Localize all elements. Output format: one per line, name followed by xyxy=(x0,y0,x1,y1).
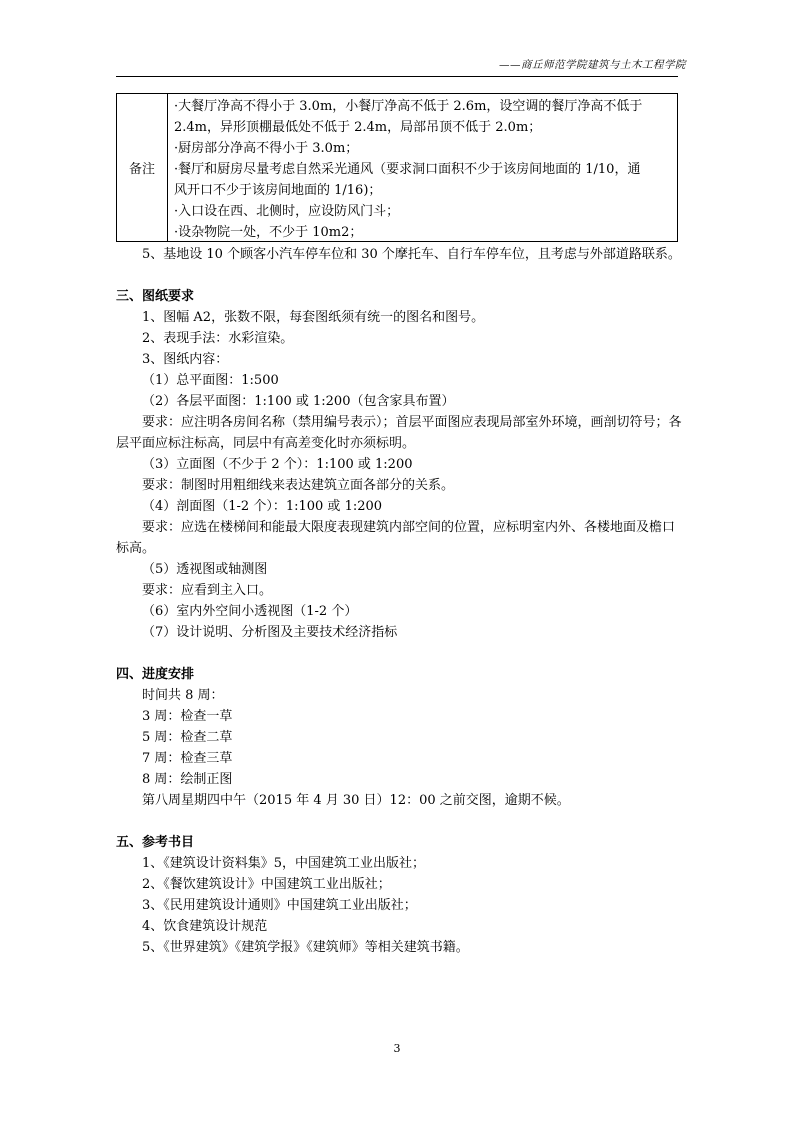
notes-label: 备注 xyxy=(117,94,168,241)
running-header: ——商丘师范学院建筑与土木工程学院 xyxy=(499,59,686,71)
notes-line: ·设杂物院一处，不少于 10m2； xyxy=(174,225,363,240)
section-title-drawing: 三、图纸要求 xyxy=(116,289,195,304)
list-item: （7）设计说明、分析图及主要技术经济指标 xyxy=(142,625,398,640)
list-item: 2、表现手法：水彩渲染。 xyxy=(142,331,294,346)
requirement-text: 要求：应注明各房间名称（禁用编号表示）；首层平面图应表现局部室外环境，画剖切符号；各层平面应标注标高，同层中有高差变化时亦须标明。 xyxy=(116,415,682,451)
requirement-text: 要求：应选在楼梯间和能最大限度表现建筑内部空间的位置，应标明室内外、各楼地面及檐口标高。 xyxy=(116,520,676,556)
section-title-schedule: 四、进度安排 xyxy=(116,667,195,682)
notes-line: 风开口不少于该房间地面的 1/16)； xyxy=(174,183,382,198)
list-item: （1）总平面图：1:500 xyxy=(142,373,279,388)
notes-line: ·餐厅和厨房尽量考虑自然采光通风（要求洞口面积不少于该房间地面的 1/10，通 xyxy=(174,162,641,177)
list-item: 第八周星期四中午（2015 年 4 月 30 日）12：00 之前交图，逾期不候。 xyxy=(142,793,570,808)
list-item: （2）各层平面图：1:100 或 1:200（包含家具布置） xyxy=(142,394,455,409)
section-title-references: 五、参考书目 xyxy=(116,835,195,850)
list-item: 4、饮食建筑设计规范 xyxy=(142,919,268,934)
list-item: 3、图纸内容： xyxy=(142,352,229,367)
list-item: 8 周：绘制正图 xyxy=(142,772,233,787)
header-rule xyxy=(116,76,678,77)
list-item: 3 周：检查一草 xyxy=(142,709,233,724)
list-item: 2、《餐饮建筑设计》中国建筑工业出版社； xyxy=(142,877,391,892)
list-item: 5、《世界建筑》《建筑学报》《建筑师》等相关建筑书籍。 xyxy=(142,940,469,955)
list-item: （5）透视图或轴测图 xyxy=(142,562,268,577)
notes-line: ·厨房部分净高不得小于 3.0m； xyxy=(174,141,359,156)
list-item: （3）立面图（不少于 2 个）：1:100 或 1:200 xyxy=(142,457,413,472)
list-item: 3、《民用建筑设计通则》中国建筑工业出版社； xyxy=(142,898,417,913)
list-item: （4）剖面图（1-2 个）：1:100 或 1:200 xyxy=(142,499,383,514)
notes-line: 2.4m，异形顶棚最低处不低于 2.4m，局部吊顶不低于 2.0m； xyxy=(174,120,542,135)
requirement-text: 要求：应看到主入口。 xyxy=(142,583,273,598)
list-item: 1、图幅 A2，张数不限，每套图纸须有统一的图名和图号。 xyxy=(142,310,485,325)
notes-line: ·大餐厅净高不得小于 3.0m，小餐厅净高不低于 2.6m，设空调的餐厅净高不低于 xyxy=(174,99,643,114)
document-body xyxy=(116,244,682,958)
list-item: 1、《建筑设计资料集》5，中国建筑工业出版社； xyxy=(142,856,426,871)
notes-body xyxy=(168,94,677,241)
requirement-text: 要求：制图时用粗细线来表达建筑立面各部分的关系。 xyxy=(142,478,455,493)
list-item: （6）室内外空间小透视图（1-2 个） xyxy=(142,604,358,619)
list-item: 5 周：检查二草 xyxy=(142,730,233,745)
notes-table xyxy=(116,93,678,242)
paragraph-item-5: 5、基地设 10 个顾客小汽车停车位和 30 个摩托车、自行车停车位，且考虑与外部道路联系。 xyxy=(142,247,681,262)
list-item: 7 周：检查三草 xyxy=(142,751,233,766)
notes-line: ·入口设在西、北侧时，应设防风门斗； xyxy=(174,204,400,219)
page-number: 3 xyxy=(393,1042,401,1055)
list-item: 时间共 8 周： xyxy=(142,688,224,703)
